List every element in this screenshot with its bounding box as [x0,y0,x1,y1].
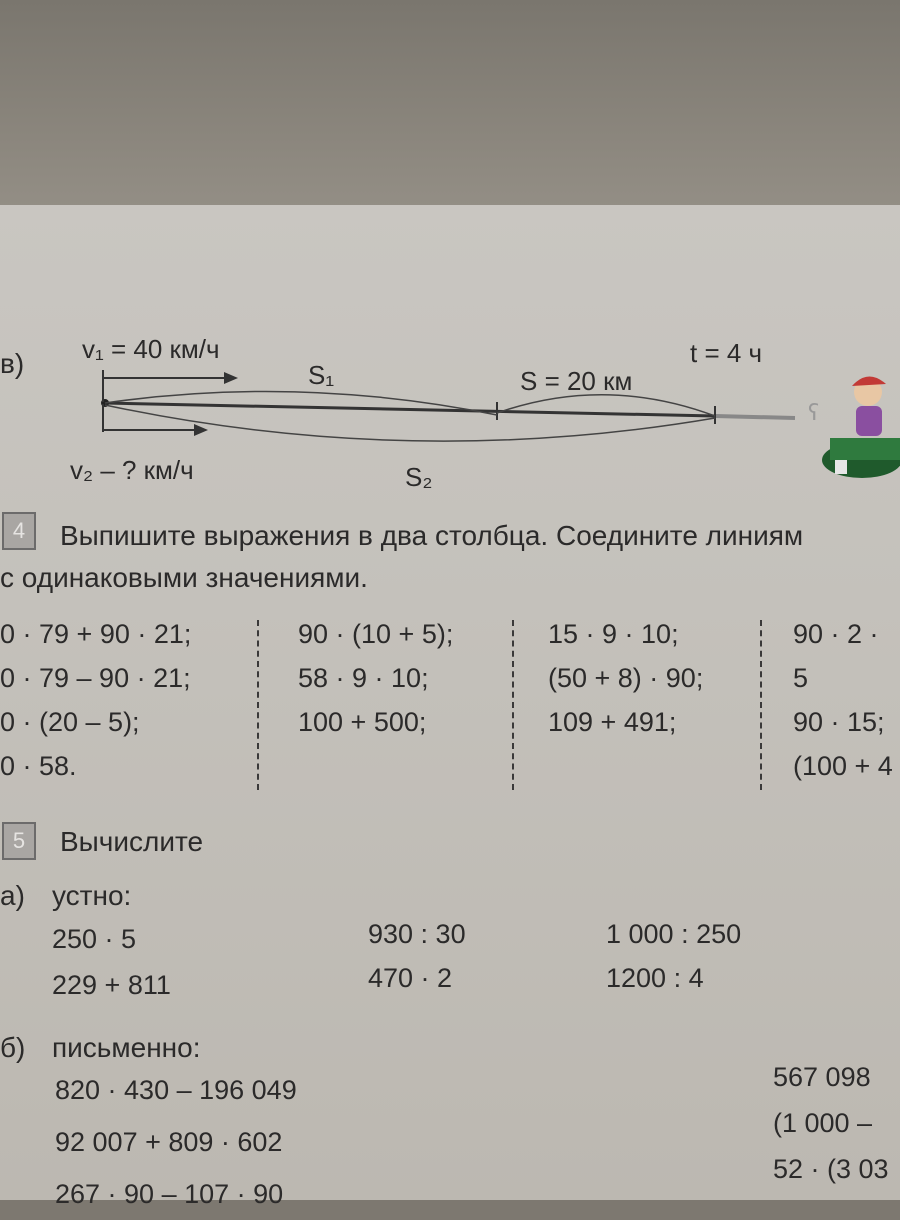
expression: 15 · 9 · 10; [548,619,679,649]
expression: 1200 : 4 [606,963,704,993]
expression: 267 · 90 – 107 · 90 [55,1179,284,1209]
task5-title: Вычислите [60,826,204,857]
expression: 0 · (20 – 5); [0,707,140,737]
expression-column-2 [298,612,453,744]
expression: 470 · 2 [368,963,453,993]
written-column-left [55,1064,297,1220]
expression: 90 · 15; [793,707,885,737]
expression-column-4 [793,612,900,788]
expression: 0 · 79 – 90 · 21; [0,663,191,693]
expression: 52 · (3 03 [773,1154,889,1184]
written-title: письменно: [52,1032,201,1063]
svg-text:ʕ: ʕ [808,401,820,426]
written-column-right [773,1054,889,1192]
oral-label: а) [0,880,25,911]
oral-column-2 [368,912,466,1000]
column-divider [257,620,259,790]
task4-instruction-line2: с одинаковыми значениями. [0,562,368,593]
time-label: t = 4 ч [690,338,763,368]
problem-label: в) [0,348,25,379]
oral-title: устно: [52,880,132,911]
speed-v2-label: v₂ – ? км/ч [70,455,194,485]
sledder-picture [822,376,900,478]
oral-column-3 [606,912,741,1000]
expression-column-1 [0,612,191,788]
task4-instruction-line1: Выпишите выражения в два столбца. Соедините линиям [60,520,804,551]
expression-column-3 [548,612,703,744]
expression: 100 + 500; [298,707,427,737]
oral-column-1 [52,916,171,1008]
expression: (50 + 8) · 90; [548,663,704,693]
speed-v1-label: v₁ = 40 км/ч [82,334,220,364]
expression: 58 · 9 · 10; [298,663,429,693]
written-label: б) [0,1032,26,1063]
expression: 90 · (10 + 5); [298,619,454,649]
expression: 109 + 491; [548,707,677,737]
distance-total-label: S = 20 км [520,366,633,396]
expression: 90 · 2 · 5 [793,619,879,693]
expression: 930 : 30 [368,919,466,949]
task-number-badge: 5 [2,822,36,860]
expression: 0 · 58. [0,751,77,781]
expression: (100 + 4 [793,751,893,781]
motion-diagram [0,320,900,490]
task-number-badge: 4 [2,512,36,550]
expression: 229 + 811 [52,970,171,1000]
expression: 92 007 + 809 · 602 [55,1127,283,1157]
expression: 250 · 5 [52,924,137,954]
distance-s1-label: S₁ [308,360,335,390]
expression: 1 000 : 250 [606,919,742,949]
background-surface [0,0,900,215]
expression: 567 098 [773,1062,871,1092]
expression: 820 · 430 – 196 049 [55,1075,297,1105]
expression: (1 000 – [773,1108,873,1138]
expression: 0 · 79 + 90 · 21; [0,619,192,649]
column-divider [512,620,514,790]
distance-s2-label: S₂ [405,462,433,492]
column-divider [760,620,762,790]
